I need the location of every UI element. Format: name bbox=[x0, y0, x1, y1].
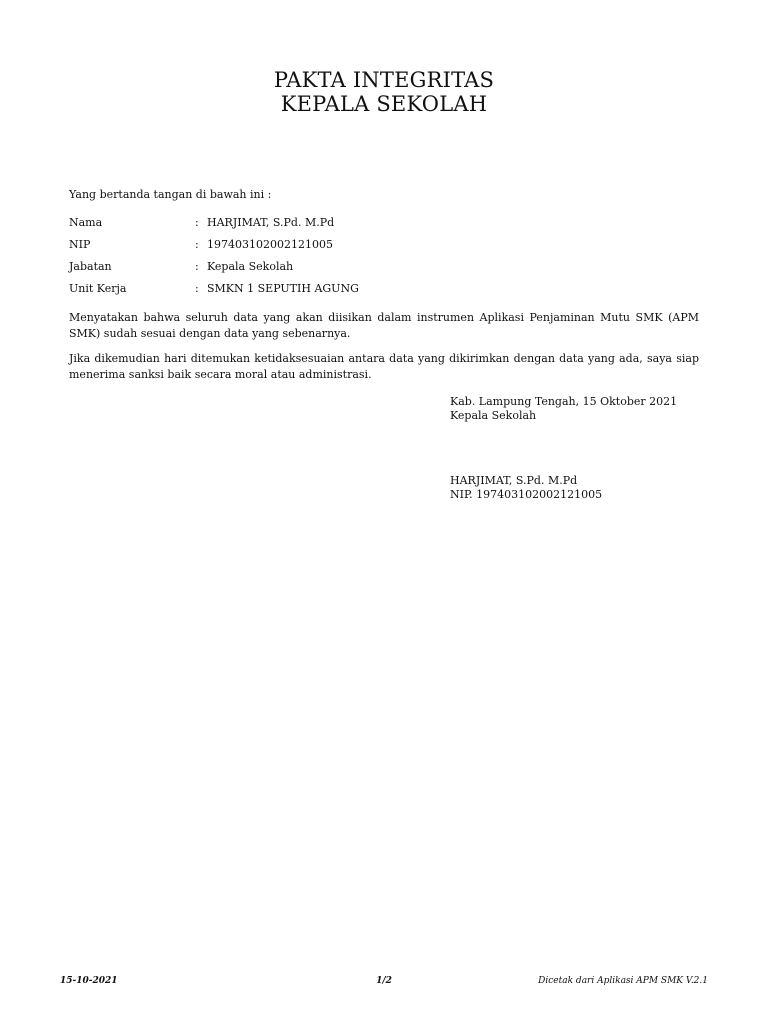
identity-colon: : bbox=[195, 238, 199, 251]
identity-colon: : bbox=[195, 260, 199, 273]
intro-text: Yang bertanda tangan di bawah ini : bbox=[69, 188, 272, 201]
footer-page-number: 1/2 bbox=[376, 976, 392, 986]
identity-table bbox=[69, 216, 709, 304]
signer-role: Kepala Sekolah bbox=[450, 409, 537, 422]
signer-name: HARJIMAT, S.Pd. M.Pd bbox=[450, 474, 578, 487]
place-date: Kab. Lampung Tengah, 15 Oktober 2021 bbox=[450, 395, 678, 408]
sanction-paragraph: Jika dikemudian hari ditemukan ketidaksesuaian antara data yang dikirimkan dengan data yang ada, saya siap menerima sanksi baik secara moral atau administrasi. bbox=[69, 352, 699, 381]
identity-value: Kepala Sekolah bbox=[207, 260, 294, 273]
identity-colon: : bbox=[195, 282, 199, 295]
identity-row-nip bbox=[69, 238, 709, 260]
identity-colon: : bbox=[195, 216, 199, 229]
signature-header bbox=[450, 395, 677, 423]
signer-nip: NIP. 197403102002121005 bbox=[450, 488, 603, 501]
identity-label: Unit Kerja bbox=[69, 282, 127, 295]
footer-print-note: Dicetak dari Aplikasi APM SMK V.2.1 bbox=[538, 976, 708, 986]
page-footer bbox=[60, 976, 708, 990]
document-title bbox=[0, 68, 768, 116]
identity-value: HARJIMAT, S.Pd. M.Pd bbox=[207, 216, 335, 229]
title-line-2: KEPALA SEKOLAH bbox=[280, 92, 488, 116]
statement-paragraph: Menyatakan bahwa seluruh data yang akan diisikan dalam instrumen Aplikasi Penjaminan Mutu SMK (APM SMK) sudah sesuai dengan data yang sebenarnya. bbox=[69, 311, 699, 340]
identity-label: Nama bbox=[69, 216, 103, 229]
signature-block bbox=[450, 474, 602, 502]
identity-row-jabatan bbox=[69, 260, 709, 282]
identity-row-unit-kerja bbox=[69, 282, 709, 304]
identity-label: NIP bbox=[69, 238, 91, 251]
identity-value: 197403102002121005 bbox=[207, 238, 333, 251]
identity-value: SMKN 1 SEPUTIH AGUNG bbox=[207, 282, 359, 295]
identity-label: Jabatan bbox=[69, 260, 112, 273]
identity-row-nama bbox=[69, 216, 709, 238]
title-line-1: PAKTA INTEGRITAS bbox=[273, 68, 495, 92]
footer-date: 15-10-2021 bbox=[60, 976, 118, 986]
